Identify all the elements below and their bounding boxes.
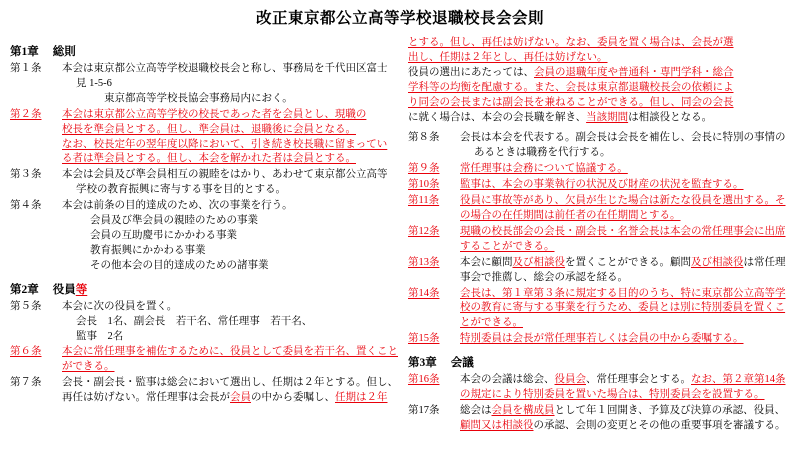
continuation-line: り同会の会長または副会長を兼ねることができる。但し、同会の会長: [408, 96, 734, 108]
text-inserted: 当該期間: [586, 111, 629, 123]
text-plain: 再任は妨げない。: [62, 392, 146, 404]
text-plain: として年１回開き、予算及び決算の承認、役員、: [554, 404, 786, 416]
continuation-line: とする。但し、再任は妨げない。なお、委員を置く場合は、会長が選: [408, 37, 734, 48]
article-label: 第８条: [408, 132, 440, 144]
article-11: [408, 194, 788, 224]
chapter-name: 総則: [52, 46, 76, 58]
text-inserted: 任期は２年: [335, 392, 388, 404]
article-9: [408, 162, 788, 177]
text-plain: の中から委嘱し、: [251, 392, 335, 404]
article-body: [460, 162, 788, 177]
text-inserted: 及び相談役: [691, 256, 744, 268]
chapter-number: 第2章: [10, 283, 39, 296]
text-plain: は常任理: [743, 256, 786, 268]
chapter-number: 第3章: [408, 357, 437, 370]
article-body: [62, 376, 398, 406]
text-plain: 総会は: [460, 404, 492, 416]
article-label: 第12条: [408, 225, 440, 237]
chapter-name-insert: 等: [75, 283, 88, 296]
article-line-mixed: [460, 373, 788, 388]
article-line-inserted: 監事は、本会の事業執行の状況及び財産の状況を監査する。: [460, 179, 744, 191]
text-plain: 本会に顧問: [460, 256, 513, 268]
chapter-number: 第1章: [10, 46, 39, 58]
text-inserted: なお、第２章第14条: [691, 374, 786, 386]
text-plain: は相談役となる。: [628, 111, 713, 123]
article-line-inserted: なお、校長定年の翌年度以降において、引き続き校長職に留まってい: [62, 138, 388, 150]
article-line-inserted: することができる。: [460, 240, 555, 252]
article-line: 会長・副会長・監事は総会において選出し、任期は２年とする。但し、: [62, 377, 398, 389]
text-plain: の承認、会則の変更とその他の重要事項を審議する。: [533, 419, 786, 431]
text-plain: 、常任理事会とする。: [586, 374, 691, 386]
article-list-item: 会員の互助慶弔にかかわる事業: [90, 229, 237, 241]
text-plain: に就く場合は、本会の会長職を解き、: [408, 111, 587, 123]
article-line-inserted: とができる。: [460, 317, 523, 329]
article-body: [460, 131, 788, 161]
text-plain: を置くことができる。顧問: [565, 256, 691, 268]
article-8: [408, 131, 788, 161]
article-line-inserted: 現職の校長部会の会長・副会長・名誉会長は本会の常任理事会に出席: [460, 225, 786, 237]
article-list-item: 会員及び準会員の親睦のための事業: [90, 215, 258, 227]
two-column-body: [10, 36, 790, 435]
article-line-mixed: [460, 419, 788, 434]
article-6: [10, 345, 398, 375]
article-13: [408, 256, 788, 286]
article-label: 第11条: [408, 195, 440, 207]
article-line-inserted: ができる。: [62, 361, 115, 373]
text-inserted: 役員会: [554, 374, 586, 386]
continuation-block: [408, 36, 788, 125]
article-line: 監事 2名: [76, 330, 124, 342]
chapter-heading-3: [408, 354, 788, 370]
text-plain: 本会の会議は総会、: [460, 374, 555, 386]
article-line-mixed: [62, 391, 398, 406]
article-body: [460, 225, 788, 255]
chapter-heading-1: [10, 43, 390, 59]
article-body: [460, 373, 788, 403]
article-body: [62, 300, 390, 345]
article-line-inserted: 特別委員は会長が常任理事若しくは会員の中から委嘱する。: [460, 333, 744, 345]
article-17: [408, 404, 788, 434]
article-line: 見 1-5-6: [76, 77, 112, 89]
text-inserted: 及び相談役: [512, 256, 565, 268]
article-line: 東京都高等学校長協会事務局内におく。: [104, 92, 293, 104]
article-label: 第９条: [408, 163, 440, 175]
article-label: 第16条: [408, 374, 440, 386]
chapter-name: 会議: [450, 357, 474, 370]
article-line-inserted: 常任理事は会務について協議する。: [460, 163, 628, 175]
chapter-heading-2: [10, 281, 390, 297]
article-label: 第１条: [10, 63, 42, 74]
article-label: 第14条: [408, 287, 440, 299]
chapter-name: 役員: [52, 283, 76, 296]
article-line-inserted: 本会に常任理事を補佐するために、役員として委員を若干名、置くこと: [62, 346, 398, 358]
article-line-inserted: 校の教育に寄与する事業を行うため、委員とは別に特別委員を置くこ: [460, 302, 786, 314]
article-line: あるときは職務を代行する。: [474, 147, 611, 159]
article-line-inserted: 本会は東京都公立高等学校の校長であった者を会員とし、現職の: [62, 108, 367, 120]
article-label: 第２条: [10, 108, 42, 120]
article-line-mixed: [460, 256, 788, 271]
article-line: 会長 1名、副会長 若干名、常任理事 若干名、: [76, 315, 313, 327]
article-label: 第15条: [408, 333, 440, 345]
article-14: [408, 287, 788, 332]
continuation-line: 出し、任期は２年とし、再任は妨げない。: [408, 51, 608, 63]
article-3: [10, 168, 390, 198]
article-body: [62, 168, 390, 198]
article-label: 第５条: [10, 300, 42, 312]
article-line-inserted: 会長は、第１章第３条に規定する目的のうち、特に東京都公立高等学: [460, 287, 786, 299]
text-plain: 常任理事は会長が: [146, 392, 230, 404]
article-label: 第４条: [10, 200, 42, 212]
article-line: 会長は本会を代表する。副会長は会長を補佐し、会長に特別の事情の: [460, 132, 786, 144]
article-10: [408, 178, 788, 193]
article-line-inserted: の場合の在任期間は前任者の在任期間とする。: [460, 209, 681, 221]
article-16: [408, 373, 788, 403]
article-12: [408, 225, 788, 255]
article-body: [460, 287, 788, 332]
text-inserted: 会員の退職年度や普通科・専門学科・総合: [534, 66, 734, 78]
article-body: [460, 332, 788, 347]
article-body: [62, 62, 390, 107]
article-line-mixed: [460, 404, 788, 419]
article-label: 第３条: [10, 169, 42, 181]
article-line: 本会は会員及び準会員相互の親睦をはかり、あわせて東京都公立高等: [62, 169, 388, 181]
article-label: 第６条: [10, 346, 42, 358]
article-4: [10, 199, 390, 274]
article-body: [460, 178, 788, 193]
article-list-item: 教育振興にかかわる事業: [90, 244, 206, 256]
text-inserted: 会員を構成員: [491, 404, 555, 416]
article-body: [62, 108, 390, 168]
article-line: 事会で推薦し、総会の承認を経る。: [460, 271, 628, 283]
article-line: 本会は前条の目的達成のため、次の事業を行う。: [62, 200, 293, 212]
article-line-inserted: 校長を準会員とする。但し、準会員は、退職後に会員となる。: [62, 123, 356, 135]
text-inserted: 又は相談役: [481, 419, 534, 431]
article-label: 第７条: [10, 377, 42, 389]
article-line-inserted: の規定により特別委員を置いた場合は、特別委員会を設置する。: [460, 389, 765, 401]
article-label: 第13条: [408, 256, 440, 268]
page-title: 改正東京都公立高等学校退職校長会会則: [255, 10, 544, 27]
article-1: [10, 62, 390, 107]
article-label: 第10条: [408, 179, 440, 191]
article-label: 第17条: [408, 404, 440, 416]
continuation-line-mixed: [408, 111, 788, 126]
article-line: 本会に次の役員を置く。: [62, 300, 178, 312]
article-2: [10, 108, 390, 168]
article-line: 学校の教育振興に寄与する事を目的とする。: [76, 184, 286, 196]
article-line-inserted: る者は準会員とする。但し、本会を解かれた者は会員とする。: [62, 153, 356, 165]
article-7: [10, 376, 398, 406]
continuation-line-mixed: [408, 66, 788, 81]
text-plain: 役員の選出にあたっては、: [408, 66, 534, 78]
article-5: [10, 300, 390, 345]
right-column: [408, 36, 788, 435]
article-15: [408, 332, 788, 347]
article-body: [460, 404, 788, 434]
article-body: [460, 256, 788, 286]
article-line: 本会は東京都公立高等学校退職校長会と称し、事務局を千代田区富士: [62, 63, 388, 74]
article-list-item: その他本会の目的達成のための諸事業: [90, 259, 269, 271]
text-inserted: 顧問: [460, 419, 481, 431]
text-inserted: 会員: [230, 392, 251, 404]
article-body: [62, 345, 398, 375]
continuation-line: 学科等の均衡を配慮する。また、会長は東京都退職校長会の依頼によ: [408, 81, 734, 93]
article-body: [62, 199, 390, 274]
left-column: [10, 36, 398, 407]
article-body: [460, 194, 788, 224]
article-line-inserted: 役員に事故等があり、欠員が生じた場合は新たな役員を選出する。そ: [460, 195, 786, 207]
